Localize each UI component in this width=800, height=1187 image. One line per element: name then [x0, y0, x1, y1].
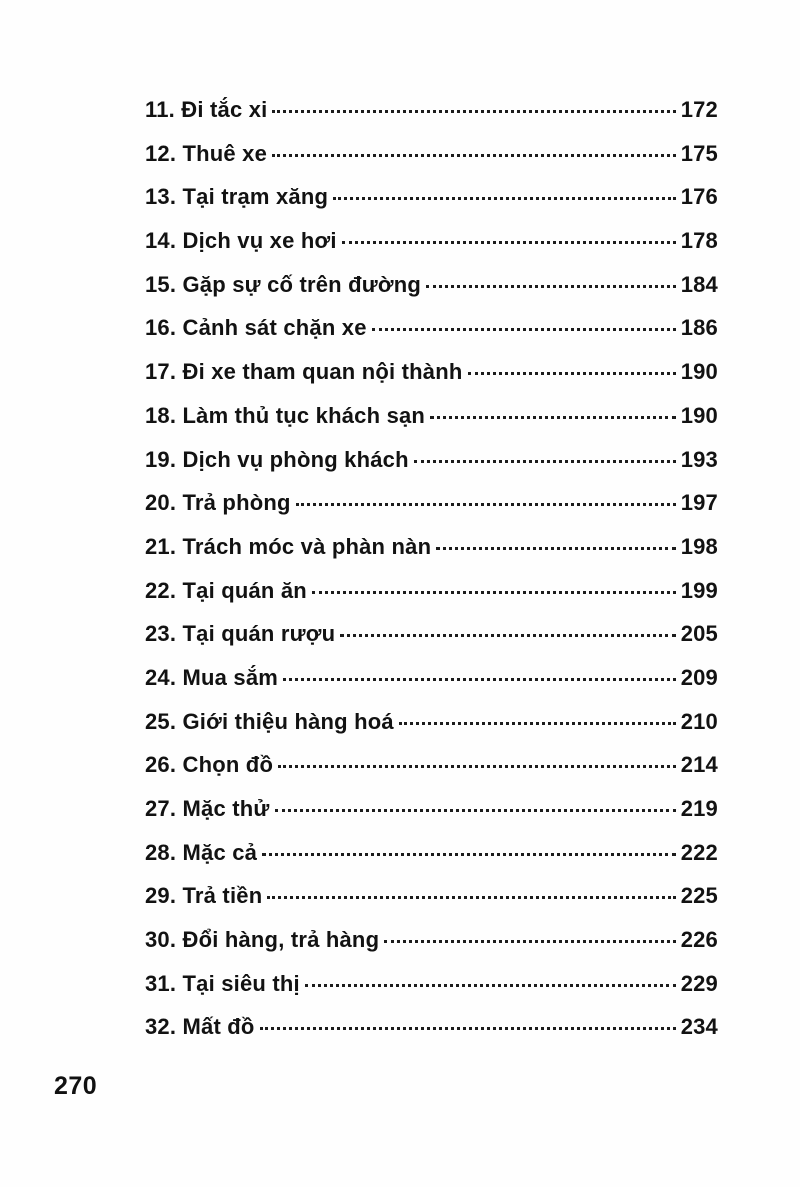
toc-entry-page-number: 176	[680, 184, 718, 210]
toc-entry-page-number: 186	[680, 315, 718, 341]
toc-entry-page-number: 222	[680, 839, 718, 865]
toc-entry-label: 17. Đi xe tham quan nội thành	[145, 359, 463, 385]
toc-entry	[145, 184, 718, 228]
toc-entry-label: 22. Tại quán ăn	[145, 577, 307, 603]
toc-entry-page-number: 226	[680, 927, 718, 953]
toc-entry	[145, 709, 718, 753]
toc-entry-label: 18. Làm thủ tục khách sạn	[145, 402, 426, 428]
toc-entry-label: 16. Cảnh sát chặn xe	[145, 315, 367, 341]
toc-entry-page-number: 214	[680, 752, 718, 778]
dot-leader	[305, 984, 676, 987]
toc-entry	[145, 578, 718, 622]
toc-entry	[145, 971, 718, 1015]
dot-leader	[426, 285, 676, 288]
toc-entry-page-number: 190	[680, 402, 718, 428]
dot-leader	[468, 372, 676, 375]
toc-entry-label: 30. Đổi hàng, trả hàng	[145, 927, 380, 953]
toc-entry-label: 19. Dịch vụ phòng khách	[145, 446, 409, 472]
toc-entry-label: 32. Mất đồ	[145, 1014, 255, 1040]
toc-entry-label: 27. Mặc thử	[145, 796, 270, 821]
toc-entry-label: 31. Tại siêu thị	[145, 970, 300, 996]
toc-entry	[145, 359, 718, 403]
toc-entry-page-number: 225	[680, 883, 718, 909]
toc-entry	[145, 534, 718, 578]
toc-entry	[145, 403, 718, 447]
toc-entry-label: 12. Thuê xe	[145, 140, 268, 166]
dot-leader	[333, 197, 676, 200]
toc-entry-page-number: 197	[680, 490, 718, 516]
toc-entry-label: 21. Trách móc và phàn nàn	[145, 533, 432, 559]
dot-leader	[275, 809, 676, 812]
toc-entry	[145, 141, 718, 185]
dot-leader	[312, 591, 676, 594]
dot-leader	[430, 416, 676, 419]
toc-entry	[145, 228, 718, 272]
toc-entry	[145, 315, 718, 359]
toc-entry	[145, 927, 718, 971]
toc-entry	[145, 490, 718, 534]
dot-leader	[278, 765, 676, 768]
toc-entry	[145, 665, 718, 709]
dot-leader	[262, 853, 676, 856]
dot-leader	[283, 678, 676, 681]
toc-entry-page-number: 172	[680, 97, 718, 122]
toc-entry-page-number: 178	[680, 228, 718, 254]
dot-leader	[414, 460, 676, 463]
toc-entry-page-number: 175	[680, 140, 718, 166]
toc-entry	[145, 447, 718, 491]
toc-entry	[145, 883, 718, 927]
toc-entry-label: 13. Tại trạm xăng	[145, 184, 329, 210]
toc-entry-label: 23. Tại quán rượu	[145, 621, 336, 647]
toc-entry-label: 25. Giới thiệu hàng hoá	[145, 708, 394, 734]
toc-entry	[145, 840, 718, 884]
dot-leader	[260, 1027, 676, 1030]
toc-entry	[145, 796, 718, 840]
toc-entry-page-number: 199	[680, 577, 718, 603]
toc-entry-page-number: 210	[680, 708, 718, 734]
folio-page-number: 270	[54, 1072, 98, 1100]
toc-entry	[145, 272, 718, 316]
dot-leader	[340, 634, 675, 637]
toc-entry-page-number: 229	[680, 970, 718, 996]
toc-entry-label: 24. Mua sắm	[145, 664, 279, 690]
toc-entry-page-number: 219	[680, 796, 718, 821]
dot-leader	[372, 328, 676, 331]
dot-leader	[272, 154, 676, 157]
toc-entry-label: 20. Trả phòng	[145, 490, 291, 516]
toc-entry-page-number: 190	[680, 359, 718, 385]
dot-leader	[399, 722, 676, 725]
dot-leader	[267, 896, 675, 899]
toc-entry-page-number: 198	[680, 533, 718, 559]
dot-leader	[384, 940, 675, 943]
toc-entry-page-number: 234	[680, 1014, 718, 1040]
dot-leader	[272, 110, 675, 113]
dot-leader	[436, 547, 675, 550]
toc-entry-page-number: 209	[680, 664, 718, 690]
toc-entry	[145, 1014, 718, 1058]
toc-entry-page-number: 184	[680, 271, 718, 297]
toc-entry-label: 26. Chọn đồ	[145, 752, 274, 778]
toc-entry-label: 29. Trả tiền	[145, 883, 263, 909]
toc-entry	[145, 621, 718, 665]
toc-entry-page-number: 193	[680, 446, 718, 472]
toc-list	[145, 97, 718, 1058]
toc-entry-label: 15. Gặp sự cố trên đường	[145, 271, 422, 297]
dot-leader	[342, 241, 676, 244]
toc-entry-label: 28. Mặc cả	[145, 839, 258, 865]
toc-entry-label: 11. Đi tắc xi	[145, 97, 268, 122]
toc-entry	[145, 97, 718, 141]
toc-entry-label: 14. Dịch vụ xe hơi	[145, 228, 337, 254]
toc-entry	[145, 752, 718, 796]
dot-leader	[296, 503, 676, 506]
toc-entry-page-number: 205	[680, 621, 718, 647]
